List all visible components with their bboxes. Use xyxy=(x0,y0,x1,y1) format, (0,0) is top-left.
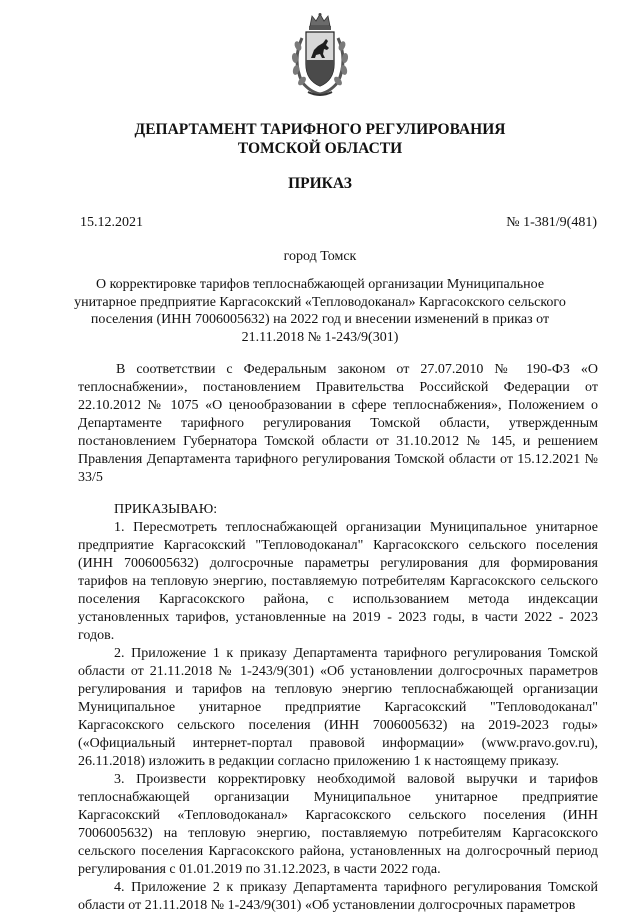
order-word: ПРИКАЗЫВАЮ: xyxy=(114,502,218,517)
order-item-4: 4. Приложение 2 к приказу Департамента тарифного регулирования Томской области от 21.11.2018 № 1-243/9(301) «Об установлении долгосрочных параметров xyxy=(78,880,598,913)
order-item-1: 1. Пересмотреть теплоснабжающей организации Муниципальное унитарное предприятие Каргасокский "Тепловодоканал" Каргасокского сельского поселения (ИНН 7006005632) долгосрочные параметры регулирования для формирования тарифов на тепловую энергию, поставляемую потребителям Каргасокского сельского поселения Каргасокского района, с использованием метода индексации установленных тарифов, установленные на 2019 - 2023 годы, в части 2022 - 2023 годов. xyxy=(78,520,598,643)
document-type: ПРИКАЗ xyxy=(288,175,352,192)
department-name-line2: ТОМСКОЙ ОБЛАСТИ xyxy=(237,140,403,157)
order-item-2: 2. Приложение 1 к приказу Департамента тарифного регулирования Томской области от 21.11.2018 № 1-243/9(301) «Об установлении долгосрочных параметров регулирования и тарифов на тепловую энергию теплоснабжающей организации Муниципальное унитарное предприятие Каргасокский "Тепловодоканал" Каргасокского сельского поселения (ИНН 7006005632) на 2019-2023 годы» («Официальный интернет-портал правовой информации» (www.pravo.gov.ru), 26.11.2018) изложить в редакции согласно приложению 1 к настоящему приказу. xyxy=(78,646,598,769)
order-item-3: 3. Произвести корректировку необходимой валовой выручки и тарифов теплоснабжающей организации Муниципальное унитарное предприятие Каргасокский «Тепловодоканал» Каргасокского сельского поселения (ИНН 7006005632) на тепловую энергию, поставляемую потребителям Каргасокского сельского поселения Каргасокского района, установленных на долгосрочный период регулирования с 01.01.2019 по 31.12.2023, в части 2022 года. xyxy=(78,772,598,877)
preamble-paragraph: В соответствии с Федеральным законом от 27.07.2010 № 190-ФЗ «О теплоснабжении», постановлением Правительства Российской Федерации от 22.10.2012 № 1075 «О ценообразовании в сфере теплоснабжения», Положением о Департаменте тарифного регулирования Томской области, утвержденным постановлением Губернатора Томской области от 31.10.2012 № 145, и решением Правления Департамента тарифного регулирования Томской области от 15.12.2021 № 33/5 xyxy=(78,362,598,485)
document-title: О корректировке тарифов теплоснабжающей организации Муниципальное унитарное предприятие Каргасокский «Тепловодоканал» Каргасокского сельского поселения (ИНН 7006005632) на 2022 год и внесении изменений в приказ от 21.11.2018 № 1-243/9(301) xyxy=(74,277,566,345)
document-city: город Томск xyxy=(283,249,357,264)
document-body xyxy=(78,361,598,915)
tomsk-oblast-coat-of-arms-icon xyxy=(288,12,352,98)
department-name-line1: ДЕПАРТАМЕНТ ТАРИФНОГО РЕГУЛИРОВАНИЯ xyxy=(134,121,506,138)
document-number: № 1-381/9(481) xyxy=(506,215,597,230)
department-name xyxy=(40,120,600,158)
document-date: 15.12.2021 xyxy=(80,215,143,230)
